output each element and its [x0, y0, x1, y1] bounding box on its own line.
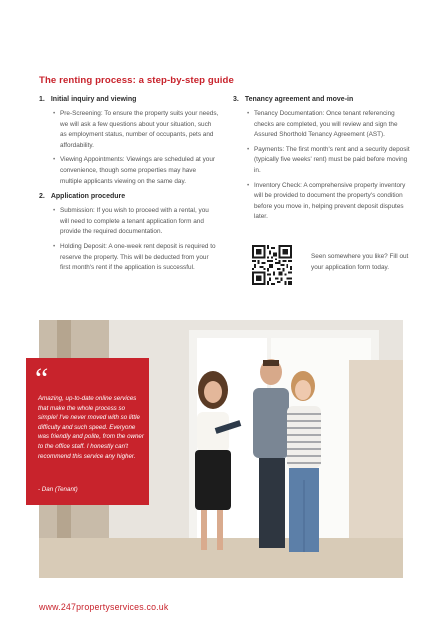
step-number: 3.	[233, 96, 239, 103]
bullet-item: • Inventory Check: A comprehensive property inventory will be provided to document the property's condition before you move in, helping prevent deposit disputes later.	[248, 181, 413, 223]
bullet-item: • Holding Deposit: A one-week rent deposit is required to reserve the property. This will be deducted from your first month's rent if the application is successful.	[54, 242, 219, 274]
step-number: 1.	[39, 96, 45, 103]
right-column	[233, 96, 413, 229]
qr-code-icon[interactable]	[252, 245, 292, 285]
step-bullets	[233, 109, 413, 223]
page-title: The renting process: a step-by-step guide	[39, 75, 234, 86]
step-bullets	[39, 206, 219, 274]
website-link[interactable]: www.247propertyservices.co.uk	[39, 602, 169, 612]
step-1	[39, 96, 219, 187]
step-bullets	[39, 109, 219, 187]
quote-mark: “	[35, 362, 49, 395]
step-heading	[39, 193, 219, 200]
bullet-item: • Viewing Appointments: Viewings are scheduled at your convenience, though some properties may have multiple applicants viewing on the same day.	[54, 155, 219, 187]
step-2	[39, 193, 219, 274]
bullet-item: • Pre-Screening: To ensure the property suits your needs, we will ask a few questions about your situation, such as employment status, number of occupants, pets and affordability.	[54, 109, 219, 151]
qr-caption: Seen somewhere you like? Fill out your application form today.	[311, 253, 409, 271]
testimonial-box	[26, 358, 149, 505]
step-title: Tenancy agreement and move-in	[244, 96, 354, 103]
bullet-item: • Submission: If you wish to proceed with a rental, you will need to complete a tenant application form and provide the required documentation.	[54, 206, 219, 238]
step-heading	[39, 96, 219, 103]
testimonial-author: - Dan (Tenant)	[38, 486, 78, 493]
step-number: 2.	[39, 193, 45, 201]
step-title: Initial inquiry and viewing	[50, 96, 137, 103]
step-3	[233, 96, 413, 223]
left-column	[39, 96, 219, 280]
step-title: Application procedure	[50, 193, 126, 201]
step-heading	[233, 96, 413, 103]
bullet-item: • Payments: The first month's rent and a security deposit (typically five weeks' rent) must be paid before moving in.	[248, 145, 413, 177]
bullet-item: • Tenancy Documentation: Once tenant referencing checks are completed, you will review and sign the Assured Shorthold Tenancy Agreement (AST).	[248, 109, 413, 141]
testimonial-text: Amazing, up-to-date online services that make the whole process so simple! I've never moved with so little difficulty and such speed. Everyone was friendly and polite, from the owner to the office staff. I honestly can't recommend this service any higher.	[38, 395, 144, 460]
